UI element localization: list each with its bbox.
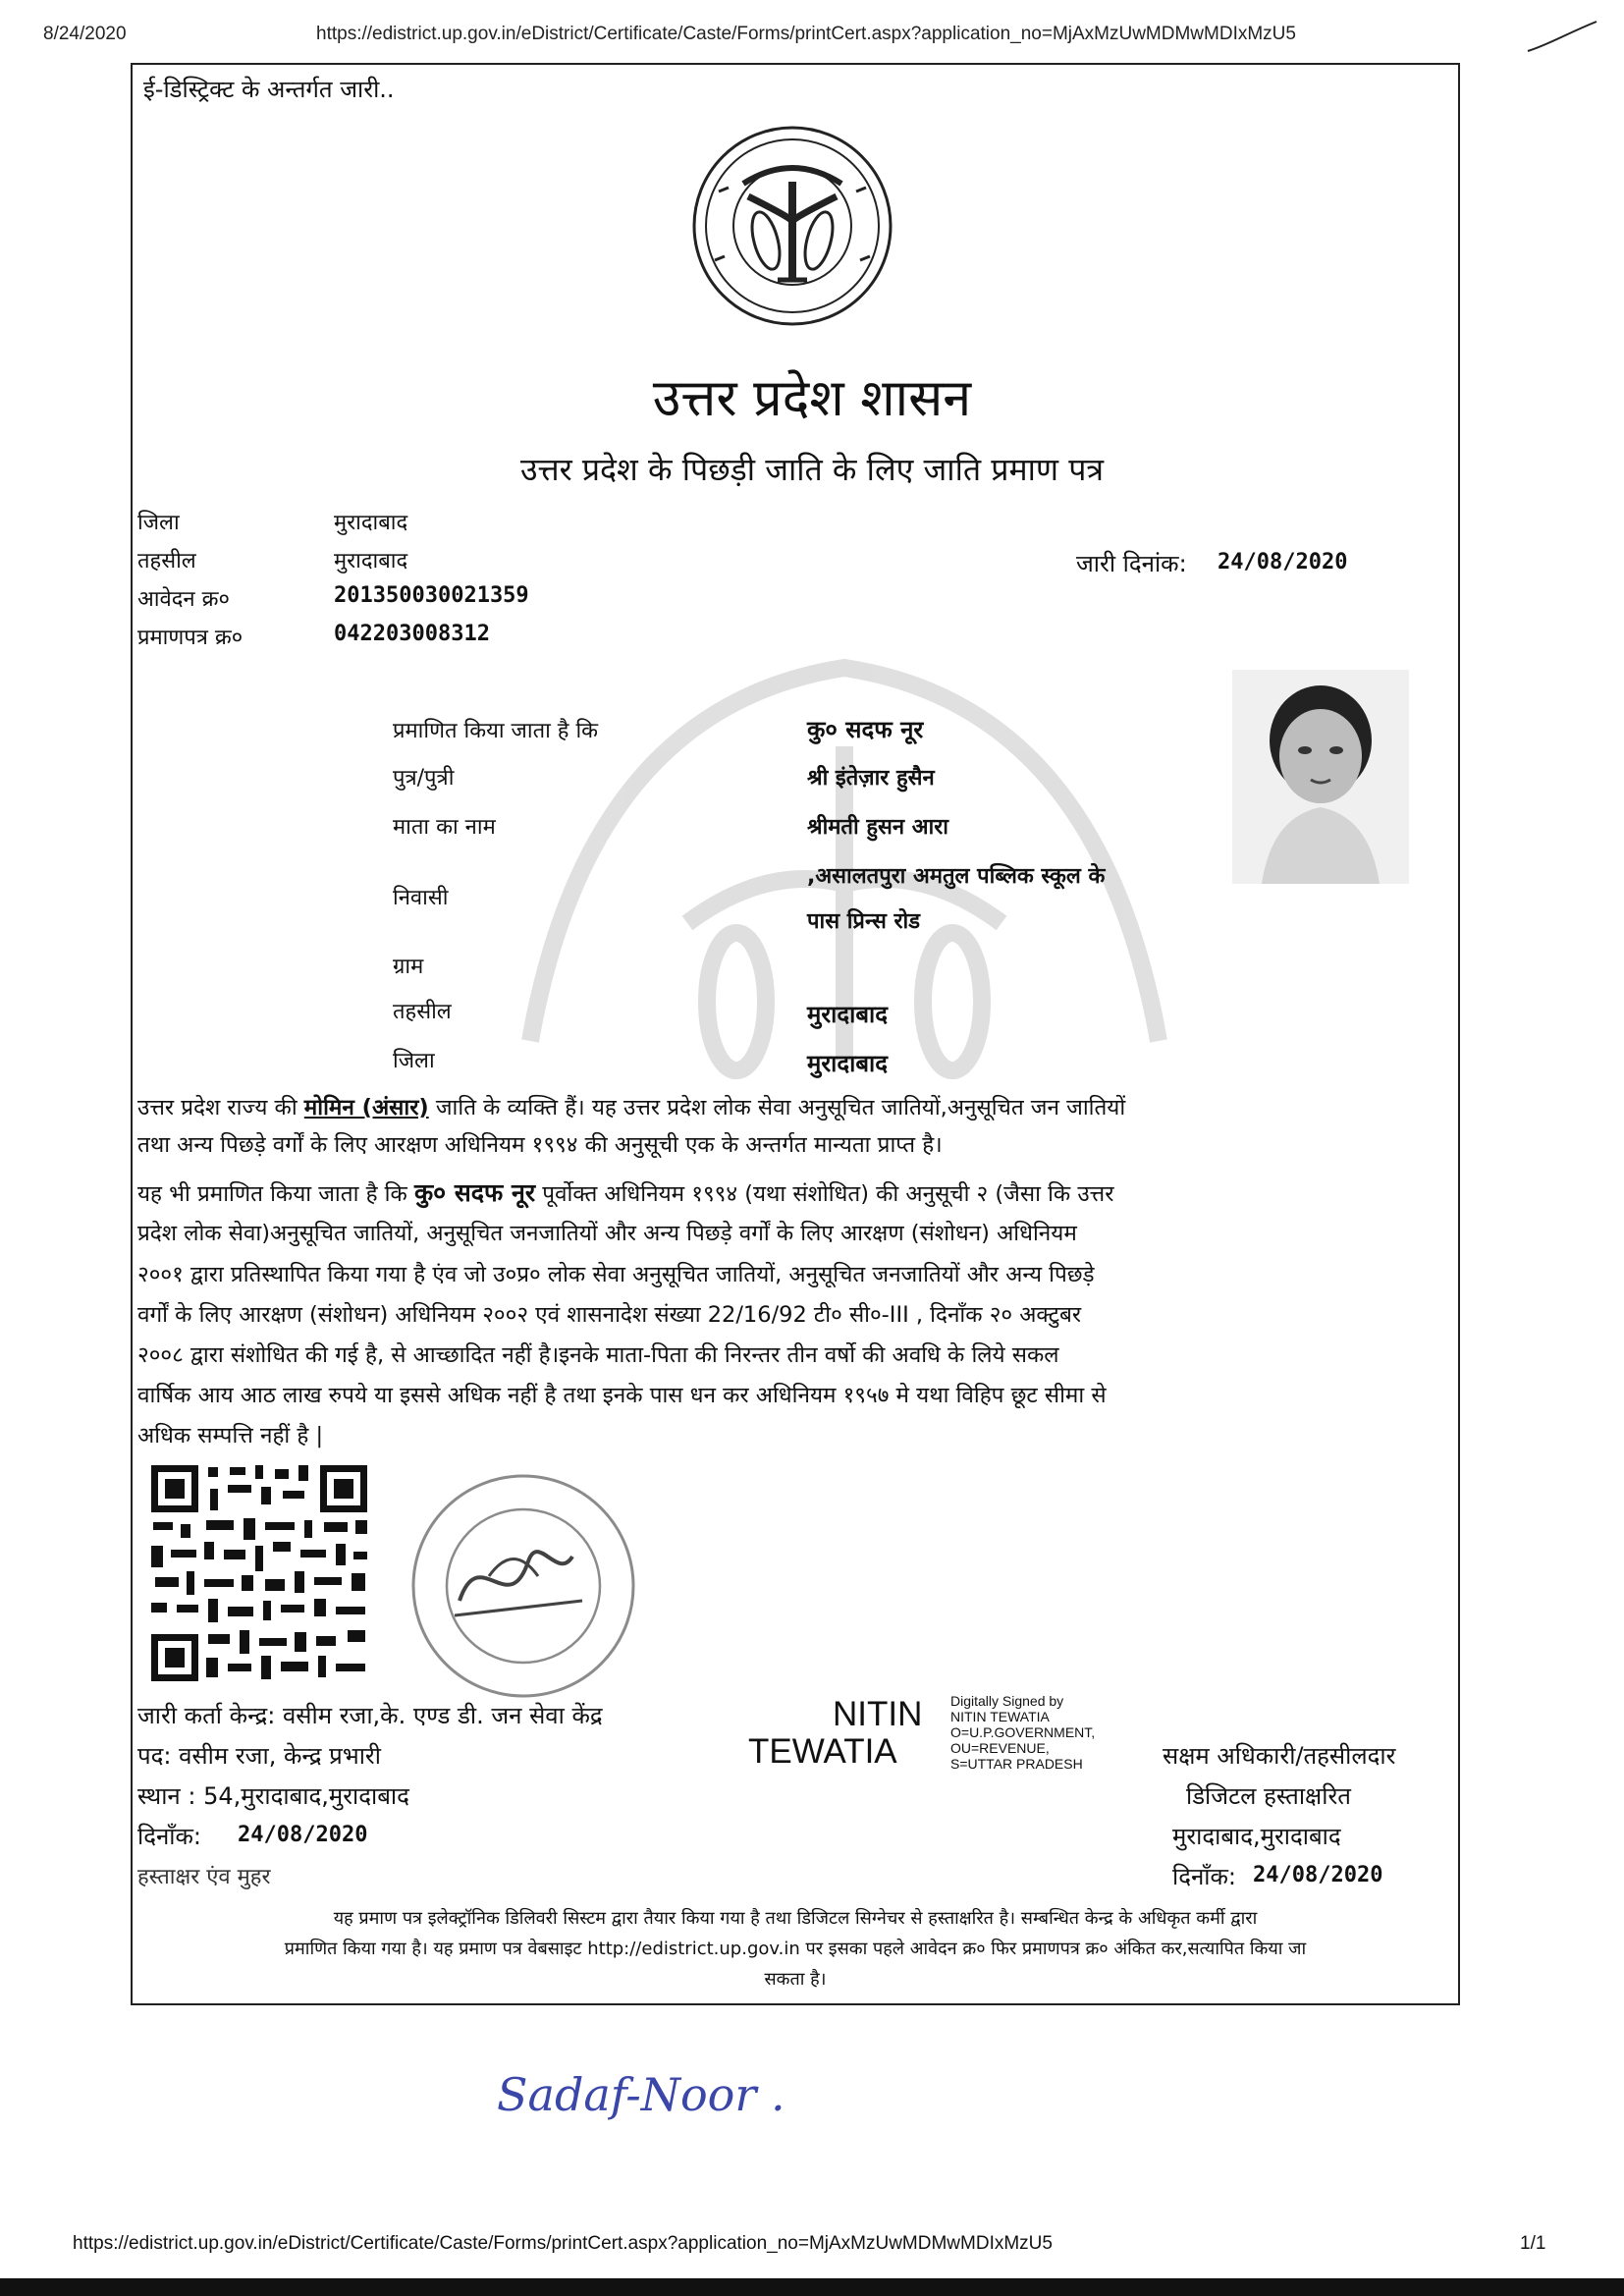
detail-label-village: ग्राम <box>393 955 424 979</box>
page-count: 1/1 <box>1520 2233 1546 2254</box>
paragraph-1-line-2: तथा अन्य पिछड़े वर्गों के लिए आरक्षण अधिनियम १९९४ की अनुसूची एक के अन्तर्गत मान्यता प्राप्त है। <box>137 1132 943 1158</box>
footer-note: यह प्रमाण पत्र इलेक्ट्रॉनिक डिलिवरी सिस्टम द्वारा तैयार किया गया है तथा डिजिटल सिग्नेचर से हस्ताक्षरित है। सम्बन्धित केन्द्र के अधिकृत कर्मी द्वारा प्रमाणित किया गया है। यह प्रमाण पत्र वेबसाइट http://edistrict.up.gov.in पर इसका पहले आवेदन क्र० फिर प्रमाणपत्र क्र० अंकित कर,सत्यापित किया जा सकता है। <box>284 1908 1307 1990</box>
meta-value-tehsil: मुरादाबाद <box>334 549 408 574</box>
issuer-date: 24/08/2020 <box>238 1823 368 1847</box>
paragraph-2-line-4: वर्गों के लिए आरक्षण (संशोधन) अधिनियम २००२ एवं शासनादेश संख्या 22/16/92 टी० सी०-III , दिनाँक २० अक्टुबर <box>137 1302 1082 1328</box>
authority-date: 24/08/2020 <box>1253 1863 1383 1887</box>
issuer-sign-label: हस्ताक्षर एंव मुहर <box>137 1865 271 1889</box>
issuer-center: जारी कर्ता केन्द्र: वसीम रजा,के. एण्ड डी. जन सेवा केंद्र <box>137 1702 603 1729</box>
meta-label-certificate-no: प्रमाणपत्र क्र० <box>137 626 244 650</box>
meta-label-application-no: आवेदन क्र० <box>137 587 230 612</box>
detail-label-tehsil: तहसील <box>393 1000 452 1024</box>
authority-place: मुरादाबाद,मुरादाबाद <box>1172 1823 1341 1850</box>
issuer-post: पद: वसीम रजा, केन्द्र प्रभारी <box>137 1742 381 1770</box>
digital-sign-name-2: TEWATIA <box>748 1732 897 1771</box>
meta-value-application-no: 201350030021359 <box>334 583 529 608</box>
detail-value-district: मुरादाबाद <box>807 1050 889 1077</box>
detail-value-address-line2: पास प्रिन्स रोड <box>807 909 921 934</box>
paragraph-1-line-1: उत्तर प्रदेश राज्य की मोमिन (अंसार) जाति के व्यक्ति हैं। यह उत्तर प्रदेश लोक सेवा अनुसूचित जातियों,अनुसूचित जन जातियों <box>137 1095 1126 1121</box>
issue-date: 24/08/2020 <box>1218 550 1348 574</box>
issue-date-label: जारी दिनांक: <box>1076 550 1187 577</box>
paragraph-2-line-5: २००८ द्वारा संशोधित की गई है, से आच्छादित नहीं है।इनके माता-पिता की निरन्तर तीन वर्षो की अवधि के लिये सकल <box>137 1342 1059 1368</box>
digital-sign-name-1: NITIN <box>833 1695 923 1733</box>
issued-under: ई-डिस्ट्रिक्ट के अन्तर्गत जारी.. <box>143 76 395 103</box>
seal-stamp-icon <box>401 1463 646 1709</box>
detail-value-name: कु० सदफ नूर <box>807 716 924 743</box>
paragraph-2-line-1: यह भी प्रमाणित किया जाता है कि कु० सदफ नूर पूर्वोक्त अधिनियम १९९४ (यथा संशोधित) की अनुसूची २ (जैसा कि उत्तर <box>137 1178 1114 1207</box>
meta-value-district: मुरादाबाद <box>334 511 408 535</box>
paragraph-2-line-2: प्रदेश लोक सेवा)अनुसूचित जातियों, अनुसूचित जनजातियों और अन्य पिछड़े वर्गों के लिए आरक्षण (संशोधन) अधिनियम <box>137 1221 1077 1246</box>
applicant-photo <box>1232 670 1409 884</box>
certificate-subtitle: उत्तर प्रदेश के पिछड़ी जाति के लिए जाति प्रमाण पत्र <box>519 451 1105 488</box>
detail-label-resident: निवासी <box>393 886 449 910</box>
certificate-title: उत्तर प्रदेश शासन <box>652 369 972 428</box>
detail-value-tehsil: मुरादाबाद <box>807 1001 889 1028</box>
paragraph-2-line-6: वार्षिक आय आठ लाख रुपये या इससे अधिक नहीं है तथा इनके पास धन कर अधिनियम १९५७ मे यथा विहिप छूट सीमा से <box>137 1383 1107 1408</box>
footer-url[interactable]: https://edistrict.up.gov.in/eDistrict/Certificate/Caste/Forms/printCert.aspx?application_no=MjAxMzUwMDMwMDIxMzU5 <box>73 2233 1053 2254</box>
print-date: 8/24/2020 <box>43 24 127 44</box>
caste-name: मोमिन (अंसार) <box>303 1095 429 1121</box>
meta-value-certificate-no: 042203008312 <box>334 622 490 646</box>
detail-label-child-of: पुत्र/पुत्री <box>393 766 455 791</box>
issuer-place: स्थान : 54,मुरादाबाद,मुरादाबाद <box>137 1782 409 1810</box>
header-url[interactable]: https://edistrict.up.gov.in/eDistrict/Certificate/Caste/Forms/printCert.aspx?application_no=MjAxMzUwMDMwMDIxMzU5 <box>316 24 1296 44</box>
detail-label-certified: प्रमाणित किया जाता है कि <box>393 719 599 743</box>
meta-label-district: जिला <box>137 511 180 535</box>
qr-code <box>147 1461 371 1685</box>
detail-value-father: श्री इंतेज़ार हुसैन <box>807 766 935 791</box>
detail-label-district: जिला <box>393 1049 435 1073</box>
handwritten-name: Sadaf-Noor . <box>497 2068 785 2121</box>
authority-title: सक्षम अधिकारी/तहसीलदार <box>1163 1742 1396 1770</box>
meta-label-tehsil: तहसील <box>137 549 196 574</box>
authority-digital-sign: डिजिटल हस्ताक्षरित <box>1186 1782 1351 1810</box>
pen-mark <box>1524 18 1602 57</box>
applicant-name-inline: कु० सदफ नूर <box>413 1178 536 1207</box>
paragraph-2-line-7: अधिक सम्पत्ति नहीं है | <box>137 1423 324 1449</box>
issuer-date-label: दिनाँक: <box>137 1823 202 1850</box>
detail-label-mother: माता का नाम <box>393 815 496 840</box>
digital-sign-details: Digitally Signed by NITIN TEWATIA O=U.P.GOVERNMENT, OU=REVENUE, S=UTTAR PRADESH <box>950 1693 1096 1772</box>
scan-edge <box>0 2278 1624 2296</box>
up-emblem-icon <box>689 123 895 329</box>
paragraph-2-line-3: २००१ द्वारा प्रतिस्थापित किया गया है एंव जो उ०प्र० लोक सेवा अनुसूचित जातियों, अनुसूचित जनजातियों और अन्य पिछड़े <box>137 1262 1095 1287</box>
detail-value-mother: श्रीमती हुसन आरा <box>807 815 948 840</box>
authority-date-label: दिनाँक: <box>1172 1863 1237 1890</box>
detail-value-address-line1: ,असालतपुरा अमतुल पब्लिक स्कूल के <box>807 864 1106 889</box>
